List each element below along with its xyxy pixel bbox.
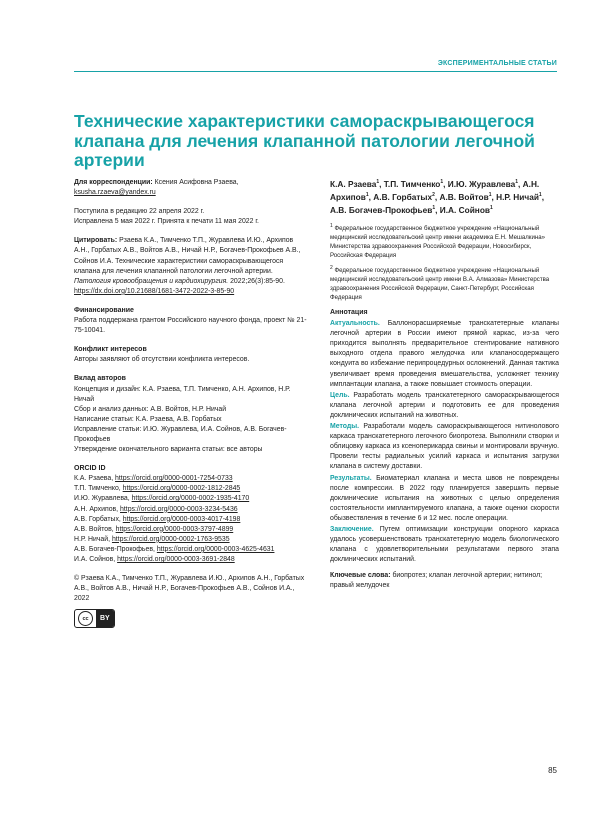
affiliation: $^1$ Федеральное государственное бюджетное учреждение «Национальный медицинский исследовательский центр имени академика Е.Н. Мешалкина» Министерства здравоохранения Российской Федерации, Новосибирск, Российская Федерация [330, 222, 546, 259]
received-date: Поступила в редакцию 22 апреля 2022 г. [74, 208, 205, 216]
citation-journal: Патология кровообращения и кардиохирургия. [74, 277, 229, 285]
author: И.А. Сойнов [439, 205, 490, 215]
cc-icon: cc [78, 611, 93, 626]
contrib-line: Утверждение окончательного варианта статьи: все авторы [74, 446, 263, 454]
contrib-line: Сбор и анализ данных: А.В. Войтов, Н.Р. Ничай [74, 405, 227, 413]
abstract [330, 308, 559, 565]
orcid-link[interactable]: https://orcid.org/0000-0003-3797-4899 [115, 525, 234, 533]
contrib-line: Концепция и дизайн: К.А. Рзаева, Т.П. Тимченко, А.Н. Архипов, Н.Р. Ничай [74, 385, 291, 403]
author: А.В. Войтов [439, 192, 489, 202]
orcid-link[interactable]: https://orcid.org/0000-0002-1763-9535 [111, 535, 230, 543]
page-number: 85 [548, 766, 557, 775]
abstract-heading: Аннотация [330, 309, 368, 316]
conflict-text: Авторы заявляют об отсутствии конфликта интересов. [74, 356, 250, 364]
orcid-item: Т.П. Тимченко, https://orcid.org/0000-0002-1812-2845 [74, 485, 241, 493]
citation-doi-link[interactable]: https://dx.doi.org/10.21688/1681-3472-2022-3-85-90 [74, 287, 235, 295]
orcid-link[interactable]: https://orcid.org/0000-0002-1812-2845 [122, 485, 241, 493]
section-label: ЭКСПЕРИМЕНТАЛЬНЫЕ СТАТЬИ [437, 60, 557, 67]
dates [74, 207, 310, 227]
orcid-link[interactable]: https://orcid.org/0000-0003-3691-2848 [117, 556, 235, 563]
orcid [74, 464, 310, 565]
author: И.Ю. Журавлева [447, 179, 516, 189]
citation-details: 2022;26(3):85-90. [230, 277, 285, 285]
article-title: Технические характеристики самораскрывающегося клапана для лечения клапанной патологии легочной артерии [74, 111, 535, 170]
keywords: Ключевые слова: биопротез; клапан легочной артерии; нитинол; правый желудочек [330, 572, 543, 590]
contrib-heading: Вклад авторов [74, 375, 126, 383]
revised-date: Исправлена 5 мая 2022 г. Принята к печати 11 мая 2022 г. [74, 218, 259, 226]
author: А.В. Горбатых [373, 192, 433, 202]
abstract-section: Результаты. Биоматериал клапана и места швов не повреждены после компрессии. В 2022 году планируется завершить первые доклинические испытания на животных с целью определения состоятельности имплантируемого клапана, а также оценки скорости обызвествления в течение 6 и 12 мес. после операции. [330, 474, 560, 522]
left-column [74, 178, 310, 628]
conflict-heading: Конфликт интересов [74, 346, 147, 354]
funding-heading: Финансирование [74, 306, 134, 314]
orcid-item: К.А. Рзаева, https://orcid.org/0000-0001-7254-0733 [74, 475, 233, 483]
copyright: © Рзаева К.А., Тимченко Т.П., Журавлева И.Ю., Архипов А.Н., Горбатых А.В., Войтов А.В., Ничай Н.Р., Богачев-Прокофьев А.В., Сойнов И.А., 2022 [74, 575, 305, 603]
funding [74, 306, 310, 336]
orcid-item: И.А. Сойнов, https://orcid.org/0000-0003-3691-2848 [74, 556, 235, 563]
author: А.Н. Архипов [330, 179, 540, 202]
orcid-link[interactable]: https://orcid.org/0000-0003-3234-5436 [120, 505, 238, 513]
contrib-line: Исправление статьи: И.Ю. Журавлева, И.А. Сойнов, А.В. Богачев-Прокофьев [74, 425, 287, 443]
orcid-link[interactable]: https://orcid.org/0000-0001-7254-0733 [115, 475, 233, 483]
right-column [330, 178, 559, 598]
affiliation: $^2$ Федеральное государственное бюджетное учреждение «Национальный медицинский исследовательский центр имени В.А. Алмазова» Министерства здравоохранения Российской Федерации, Санкт-Петербург, Российская Федерация [330, 264, 550, 301]
by-icon: BY [96, 610, 114, 627]
orcid-link[interactable]: https://orcid.org/0000-0002-1935-4170 [131, 495, 250, 503]
abstract-section: Заключение. Путем оптимизации конструкции опорного каркаса удалось усовершенствовать транскатетерную модель биологического клапана с удовлетворительными результатами первого этапа доклинических испытаний. [330, 525, 559, 564]
orcid-item: А.В. Богачев-Прокофьев, https://orcid.org/0000-0003-4625-4631 [74, 545, 275, 553]
abstract-section: Методы. Разработали модель самораскрывающегося нитинолового каркаса транскатетерного легочного биопротеза. Выполнили створки и облицовку каркаса из ксеноперикарда свиньи и монтировали вручную. Провели тесты радиальных усилий каркаса и испытания загрузки клапана в систему доставки. [330, 423, 559, 471]
abstract-section: Актуальность. Баллонорасширяемые транскатетерные клапаны легочной артерии в России имеют прямой каркас, из-за чего приходится выполнять предварительное стентирование нативного выходного отдела правого желудочка или клапаносодержащего кондуита во избежание перипроцедурных осложнений. Данная тактика увеличивает время проведения вмешательства, усложняет технику имплантации клапана, а также повышает стоимость операции. [330, 320, 559, 388]
citation-label: Цитировать: [74, 237, 118, 245]
correspondence-name: Ксения Асифовна Рзаева, [154, 179, 239, 186]
author: Н.Р. Ничай [496, 192, 539, 202]
orcid-heading: ORCID ID [74, 465, 106, 473]
orcid-item: А.В. Войтов, https://orcid.org/0000-0003-3797-4899 [74, 525, 234, 533]
funding-text: Работа поддержана грантом Российского научного фонда, проект № 21-75-10041. [74, 317, 307, 335]
citation-text: Рзаева К.А., Тимченко Т.П., Журавлева И.Ю., Архипов А.Н., Горбатых А.В., Войтов А.В., Ничай Н.Р., Богачев-Прокофьев А.В., Сойнов И.А. Технические характеристики самораскрывающегося клапана для лечения клапанной патологии легочной артерии. [74, 237, 301, 275]
author: К.А. Рзаева [330, 179, 377, 189]
orcid-item: Н.Р. Ничай, https://orcid.org/0000-0002-1763-9535 [74, 535, 230, 543]
orcid-item: А.В. Горбатых, https://orcid.org/0000-0003-4017-4198 [74, 515, 241, 523]
correspondence-label: Для корреспонденции: [74, 179, 153, 186]
contrib-line: Написание статьи: К.А. Рзаева, А.В. Горбатых [74, 415, 222, 423]
orcid-link[interactable]: https://orcid.org/0000-0003-4625-4631 [156, 545, 275, 553]
citation [74, 236, 310, 297]
abstract-section: Цель. Разработать модель транскатетерного самораскрывающегося клапана легочной артерии и подготовить ее для проведения доклинических испытаний на животных. [330, 391, 559, 419]
orcid-item: А.Н. Архипов, https://orcid.org/0000-0003-3234-5436 [74, 505, 238, 513]
orcid-item: И.Ю. Журавлева, https://orcid.org/0000-0002-1935-4170 [74, 495, 250, 503]
orcid-link[interactable]: https://orcid.org/0000-0003-4017-4198 [122, 515, 241, 523]
correspondence [74, 178, 310, 198]
author-list: К.А. Рзаева$^1$, Т.П. Тимченко$^1$, И.Ю. Журавлева$^1$, А.Н. Архипов$^1$, А.В. Горбатых$^2$, А.В. Войтов$^1$, Н.Р. Ничай$^1$, А.В. Богачев-Прокофьев$^1$, И.А. Сойнов$^1$ [330, 179, 545, 215]
contributions [74, 374, 310, 455]
header-rule [74, 71, 557, 72]
author: Т.П. Тимченко [383, 179, 441, 189]
conflict [74, 345, 310, 365]
cc-by-license-icon[interactable] [74, 609, 115, 628]
correspondence-email[interactable]: ksusha.rzaeva@yandex.ru [74, 189, 156, 197]
author: А.В. Богачев-Прокофьев [330, 205, 433, 215]
